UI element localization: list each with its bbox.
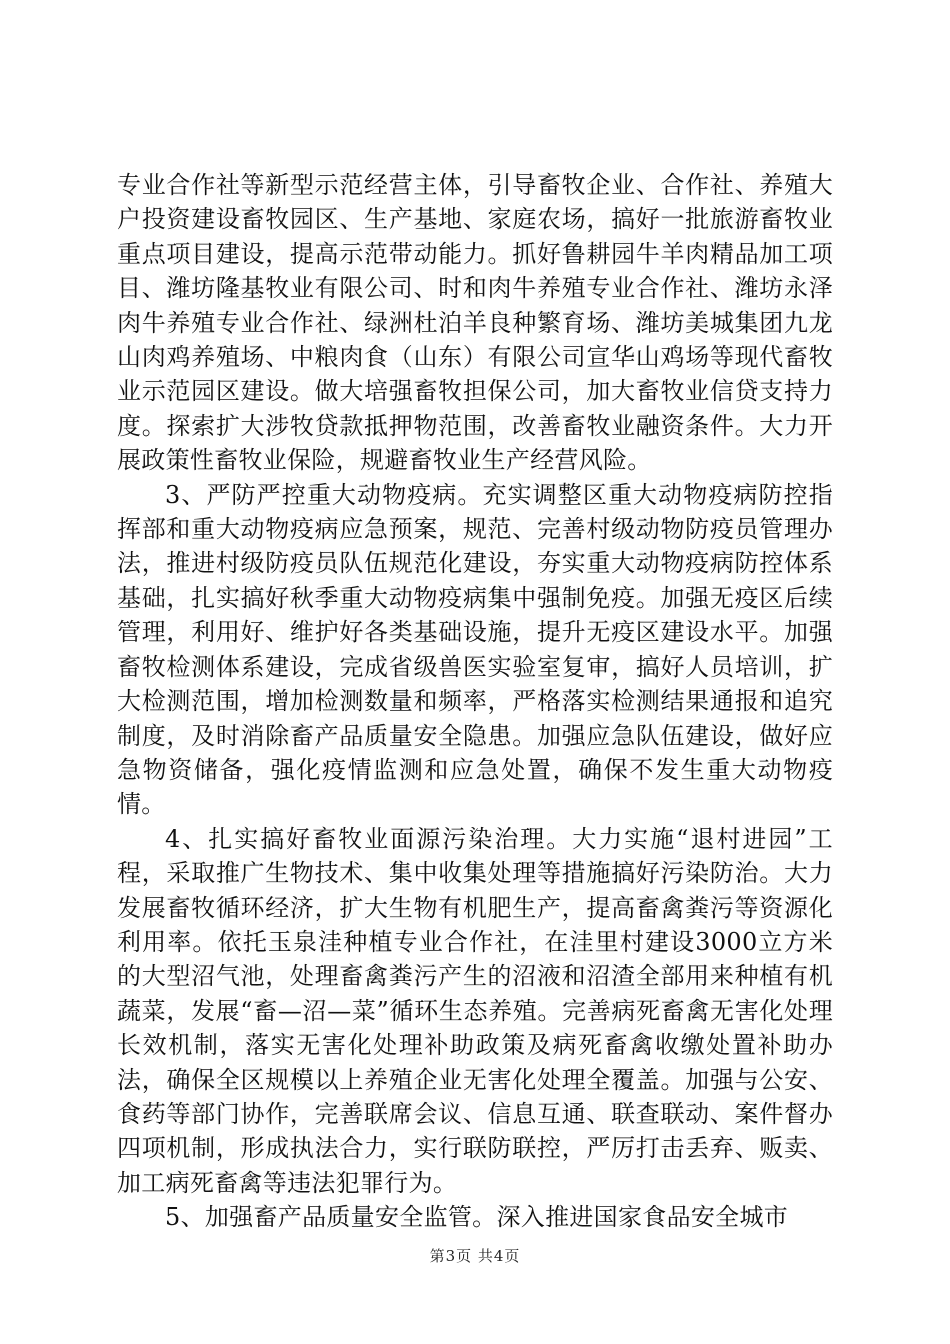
paragraph-pollution-control: 4、扎实搞好畜牧业面源污染治理。大力实施“退村进园”工程，采取推广生物技术、集中收集处理等措施搞好污染防治。大力发展畜牧循环经济，扩大生物有机肥生产，提高畜禽粪污等资源化利用率。依托玉泉洼种植专业合作社，在洼里村建设3000立方米的大型沼气池，处理畜禽粪污产生的沼液和沼渣全部用来种植有机蔬菜，发展“畜—沼—菜”循环生态养殖。完善病死畜禽无害化处理长效机制，落实无害化处理补助政策及病死畜禽收缴处置补助办法，确保全区规模以上养殖企业无害化处理全覆盖。加强与公安、食药等部门协作，完善联席会议、信息互通、联查联动、案件督办四项机制，形成执法合力，实行联防联控，严厉打击丢弃、贩卖、加工病死畜禽等违法犯罪行为。	[117, 824, 833, 1197]
paragraph-continuation: 专业合作社等新型示范经营主体，引导畜牧企业、合作社、养殖大户投资建设畜牧园区、生产基地、家庭农场，搞好一批旅游畜牧业重点项目建设，提高示范带动能力。抓好鲁耕园牛羊肉精品加工项目、潍坊隆基牧业有限公司、时和肉牛养殖专业合作社、潍坊永泽肉牛养殖专业合作社、绿洲杜泊羊良种繁育场、潍坊美城集团九龙山肉鸡养殖场、中粮肉食（山东）有限公司宣华山鸡场等现代畜牧业示范园区建设。做大培强畜牧担保公司，加大畜牧业信贷支持力度。探索扩大涉牧贷款抵押物范围，改善畜牧业融资条件。大力开展政策性畜牧业保险，规避畜牧业生产经营风险。	[117, 171, 833, 475]
page-number-footer: 第3页 共4页	[429, 1247, 521, 1265]
document-body	[117, 168, 833, 1235]
paragraph-epidemic-control: 3、严防严控重大动物疫病。充实调整区重大动物疫病防控指挥部和重大动物疫病应急预案，规范、完善村级动物防疫员管理办法，推进村级防疫员队伍规范化建设，夯实重大动物疫病防控体系基础，扎实搞好秋季重大动物疫病集中强制免疫。加强无疫区后续管理，利用好、维护好各类基础设施，提升无疫区建设水平。加强畜牧检测体系建设，完成省级兽医实验室复审，搞好人员培训，扩大检测范围，增加检测数量和频率，严格落实检测结果通报和追究制度，及时消除畜产品质量安全隐患。加强应急队伍建设，做好应急物资储备，强化疫情监测和应急处置，确保不发生重大动物疫情。	[117, 480, 833, 819]
paragraph-quality-supervision: 5、加强畜产品质量安全监管。深入推进国家食品安全城市	[165, 1203, 789, 1232]
